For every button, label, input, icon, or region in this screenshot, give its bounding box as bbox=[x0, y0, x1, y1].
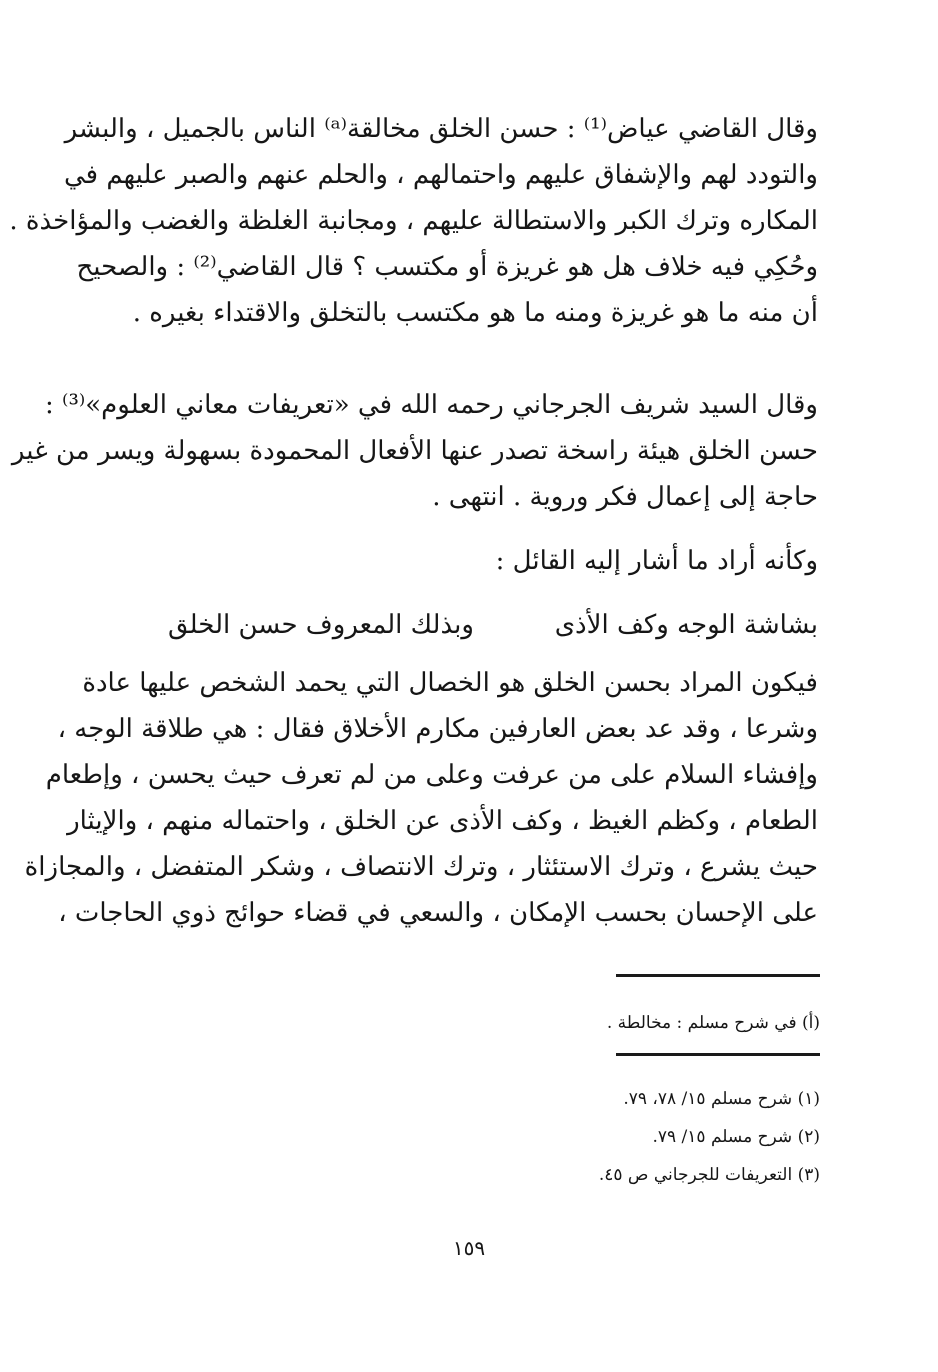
paragraph-1-line-1: وقال القاضي عياض⁽¹⁾ : حسن الخلق مخالقة⁽ᵃ⁾ الناس بالجميل ، والبشر bbox=[64, 114, 818, 144]
page-number: ١٥٩ bbox=[452, 1236, 486, 1260]
footnote-2: (٢) شرح مسلم ١٥/ ٧٩. bbox=[652, 1127, 820, 1147]
paragraph-4-line-5: حيث يشرع ، وترك الاستئثار ، وترك الانتصاف ، وشكر المتفضل ، والمجازاة bbox=[24, 852, 818, 882]
paragraph-4-line-6: على الإحسان بحسب الإمكان ، والسعي في قضاء حوائج ذوي الحاجات ، bbox=[58, 898, 818, 928]
poem-second-hemistich: وبذلك المعروف حسن الخلق bbox=[168, 610, 474, 640]
margin-note-divider bbox=[616, 974, 820, 977]
paragraph-2-line-1: وقال السيد شريف الجرجاني رحمه الله في «تعريفات معاني العلوم»⁽³⁾ : bbox=[45, 390, 818, 420]
paragraph-4-line-3: وإفشاء السلام على من عرفت وعلى من لم تعرف حيث يحسن ، وإطعام bbox=[45, 760, 818, 790]
margin-note: (أ) في شرح مسلم : مخالطة . bbox=[606, 1013, 820, 1033]
paragraph-4-line-1: فيكون المراد بحسن الخلق هو الخصال التي يحمد الشخص عليها عادة bbox=[82, 668, 818, 698]
footnotes-divider bbox=[616, 1053, 820, 1056]
paragraph-1-line-3: المكاره وترك الكبر والاستطالة عليهم ، ومجانبة الغلظة والغضب والمؤاخذة . bbox=[9, 206, 818, 236]
paragraph-4-line-2: وشرعا ، وقد عد بعض العارفين مكارم الأخلاق فقال : هي طلاقة الوجه ، bbox=[57, 714, 818, 744]
paragraph-2-line-2: حسن الخلق هيئة راسخة تصدر عنها الأفعال المحمودة بسهولة ويسر من غير bbox=[11, 436, 818, 466]
paragraph-1-line-4: وحُكِي فيه خلاف هل هو غريزة أو مكتسب ؟ قال القاضي⁽²⁾ : والصحيح bbox=[76, 252, 818, 282]
paragraph-4-line-4: الطعام ، وكظم الغيظ ، وكف الأذى عن الخلق ، واحتماله منهم ، والإيثار bbox=[67, 806, 818, 836]
footnote-3: (٣) التعريفات للجرجاني ص ٤٥. bbox=[598, 1165, 820, 1185]
poem-first-hemistich: بشاشة الوجه وكف الأذى bbox=[554, 610, 818, 640]
paragraph-3-line-1: وكأنه أراد ما أشار إليه القائل : bbox=[495, 546, 818, 576]
footnote-1: (١) شرح مسلم ١٥/ ٧٨، ٧٩. bbox=[623, 1089, 820, 1109]
paragraph-1-line-5: أن منه ما هو غريزة ومنه ما هو مكتسب بالتخلق والاقتداء بغيره . bbox=[132, 298, 818, 328]
paragraph-2-line-3: حاجة إلى إعمال فكر وروية . انتهى . bbox=[432, 482, 818, 512]
paragraph-1-line-2: والتودد لهم والإشفاق عليهم واحتمالهم ، والحلم عنهم والصبر عليهم في bbox=[64, 160, 818, 190]
